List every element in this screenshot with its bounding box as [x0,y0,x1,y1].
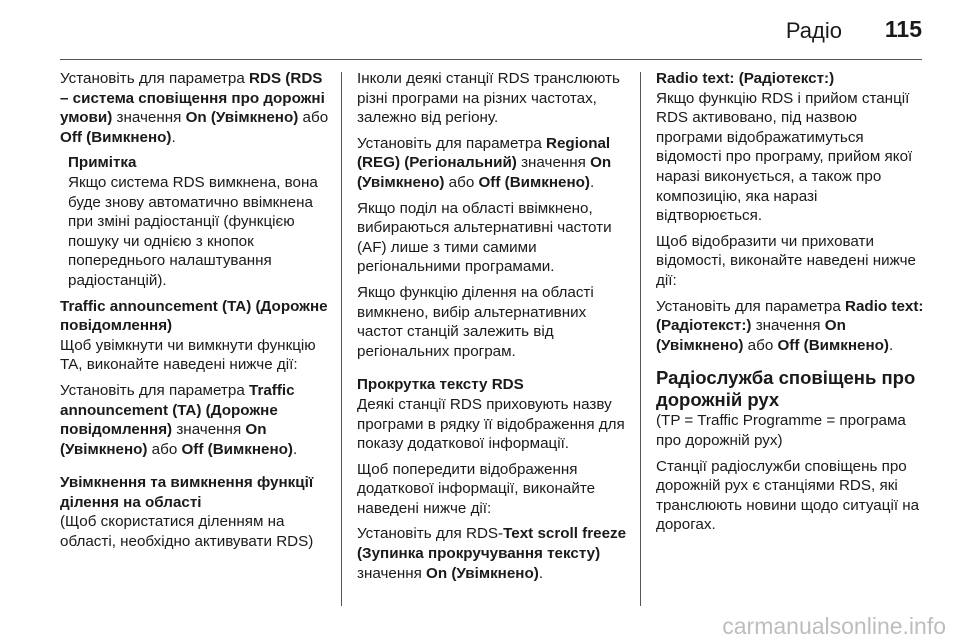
note-title: Примітка [68,154,137,172]
scroll-heading: Прокрутка тексту RDS [357,376,524,394]
header-rule [60,59,922,60]
column-divider-1 [341,72,342,606]
page-header [0,0,960,60]
scroll-setting-paragraph: Установіть для RDS-Text scroll freeze (Зупинка прокручування тексту) значення On (Увімкнено). [357,525,627,582]
region-text: (Щоб скористатися діленням на області, необхідно активувати RDS) [60,513,314,551]
note-text: Якщо система RDS вимкнена, вона буде знову автоматично ввімкнена при зміні радіостанції (функцією пошуку чи однією з кнопок попереднього налаштування радіостанцій). [68,173,318,289]
regional-intro: Інколи деякі станції RDS транслюють різні програми на різних частотах, залежно від регіону. [357,70,620,127]
radio-text-instruction: Щоб відобразити чи приховати відомості, виконайте наведені нижче дії: [656,232,916,289]
column-divider-2 [640,72,641,606]
column-2 [357,69,629,589]
column-3 [656,69,924,541]
ta-setting-paragraph: Установіть для параметра Traffic announcement (TA) (Дорожне повідомлення) значення On (Увімкнено) або Off (Вимкнено). [60,381,298,458]
scroll-text-2: Щоб попередити відображення додаткової інформації, виконайте наведені нижче дії: [357,460,596,517]
ta-text: Щоб увімкнути чи вимкнути функцію TA, виконайте наведені нижче дії: [60,336,316,374]
column-1 [60,69,332,558]
tp-description: Станції радіослужби сповіщень про дорожній рух є станціями RDS, які транслюють новини щодо ситуації на дорогах. [656,457,920,534]
page-number: 115 [884,16,922,42]
radio-text-heading: Radio text: (Радіотекст:) [656,70,835,87]
scroll-text-1: Деякі станції RDS приховують назву програми в рядку її відображення для показу додаткової інформації. [357,395,625,453]
ta-heading: Traffic announcement (TA) (Дорожне повідомлення) [60,297,328,335]
regional-setting-paragraph: Установіть для параметра Regional (REG) (Регіональний) значення On (Увімкнено) або Off (Вимкнено). [357,134,612,191]
radio-text-setting-paragraph: Установіть для параметра Radio text: (Радіотекст:) значення On (Увімкнено) або Off (Вимкнено). [656,297,924,354]
tp-heading: Радіослужба сповіщень про дорожній рух [656,367,916,411]
note-block [60,153,332,290]
page-title: Радіо [785,18,842,43]
regional-off-text: Якщо функцію ділення на області вимкнено, вибір альтернативних частот станцій залежить від регіональних програм. [357,283,594,360]
watermark-text: carmanualsonline.info [722,613,946,639]
radio-text-intro: Якщо функцію RDS і прийом станції RDS активовано, під назвою програми відображатимуться відомості про програму, прийом якої наразі виконується, а також про композицію, яка наразі відтворюється. [656,89,913,225]
region-heading: Увімкнення та вимкнення функції ділення на області [60,474,314,511]
regional-on-text: Якщо поділ на області ввімкнено, вибираються альтернативні частоти (AF) лише з тими самими регіональними програмами. [357,199,612,276]
tp-definition: (TP = Traffic Programme = програма про дорожній рух) [656,412,906,449]
rds-paragraph: Установіть для параметра RDS (RDS – система сповіщення про дорожні умови) значення On (Увімкнено) або Off (Вимкнено). [60,70,329,146]
